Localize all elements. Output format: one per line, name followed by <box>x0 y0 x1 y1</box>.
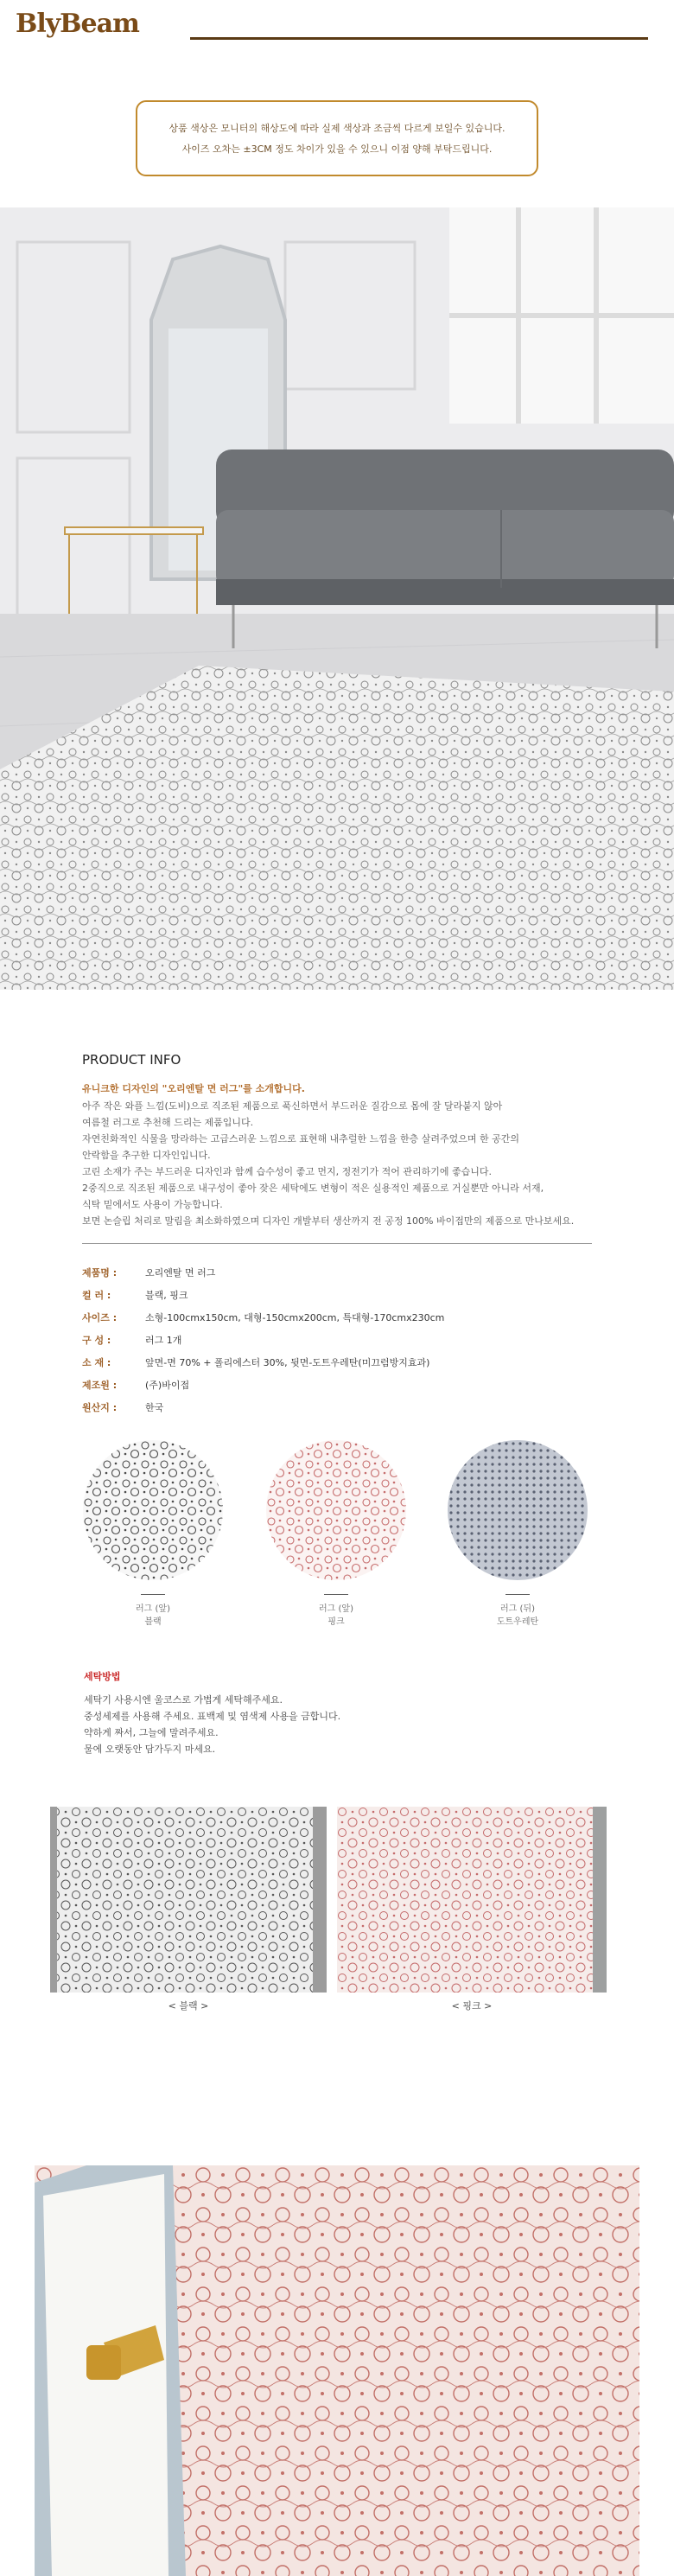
description-line: 자연친화적인 식물을 망라하는 고급스러운 느낌으로 표현해 내추럴한 느낌을 한층 살려주었으며 한 공간의 <box>82 1133 520 1145</box>
swatch-pink-front <box>266 1440 406 1580</box>
swatch-caption-color: 핑크 <box>327 1617 345 1627</box>
black-caption: < 블랙 > <box>168 2000 209 2012</box>
spec-value-contents: 러그 1개 <box>145 1335 182 1346</box>
pink-caption: < 핑크 > <box>451 2000 493 2012</box>
black-rug-photo <box>50 1807 327 1993</box>
closeup-rug-photo <box>35 2165 639 2576</box>
spec-label-size: 사이즈 : <box>82 1312 118 1323</box>
spec-value-material: 앞면-면 70% + 폴리에스터 30%, 뒷면-도트우레탄(미끄럼방지효과) <box>145 1357 430 1368</box>
header-divider <box>190 37 648 40</box>
description-line: 안락함을 추구한 디자인입니다. <box>82 1150 211 1161</box>
notice-box <box>136 100 538 176</box>
notice-line-size: 사이즈 오차는 ±3CM 정도 차이가 있을 수 있으니 이점 양해 부탁드립니다. <box>181 143 493 155</box>
spec-value-name: 오리엔탈 면 러그 <box>145 1267 216 1278</box>
care-line: 약하게 짜서, 그늘에 말려주세요. <box>84 1727 219 1738</box>
swatch-caption-type: 러그 (뒤) <box>500 1604 535 1614</box>
care-title: 세탁방법 <box>84 1671 121 1682</box>
swatch-divider <box>506 1594 530 1595</box>
notice-line-color: 상품 색상은 모니터의 해상도에 따라 실제 색상과 조금씩 다르게 보일수 있습니다. <box>168 123 506 134</box>
spec-label-origin: 원산지 : <box>82 1402 118 1413</box>
spec-label-name: 제품명 : <box>82 1267 118 1278</box>
swatch-caption-type: 러그 (앞) <box>136 1604 170 1614</box>
description-line: 아주 작은 와플 느낌(도비)으로 직조된 제품으로 푹신하면서 부드러운 질감으로 몸에 잘 달라붙지 않아 <box>82 1100 503 1112</box>
swatch-caption-type: 러그 (앞) <box>319 1604 353 1614</box>
product-info-title: PRODUCT INFO <box>82 1052 181 1068</box>
room-photo <box>0 207 674 990</box>
swatch-caption-color: 도트우레탄 <box>496 1617 539 1627</box>
care-line: 세탁기 사용시엔 울코스로 가볍게 세탁해주세요. <box>84 1694 283 1706</box>
swatch-dot-back <box>448 1440 588 1580</box>
swatch-divider <box>141 1594 165 1595</box>
brand-logo: BlyBeam <box>16 9 139 39</box>
description-line: 식탁 밑에서도 사용이 가능합니다. <box>82 1199 223 1210</box>
spec-label-material: 소 재 : <box>82 1357 111 1368</box>
swatch-black-front <box>83 1440 223 1580</box>
description-line: 2중직으로 직조된 제품으로 내구성이 좋아 잦은 세탁에도 변형이 적은 실용적인 제품으로 거실뿐만 아니라 서재, <box>82 1183 544 1194</box>
spec-label-contents: 구 성 : <box>82 1335 111 1346</box>
swatch-caption-color: 블랙 <box>144 1617 162 1627</box>
spec-value-maker: (주)바이접 <box>145 1380 190 1391</box>
product-intro: 유니크한 디자인의 "오리엔탈 면 러그"를 소개합니다. <box>82 1083 305 1094</box>
spec-value-size: 소형-100cmx150cm, 대형-150cmx200cm, 특대형-170cmx230cm <box>145 1312 445 1323</box>
spec-label-color: 컬 러 : <box>82 1290 111 1301</box>
description-line: 여름철 러그로 추천해 드리는 제품입니다. <box>82 1117 254 1128</box>
pink-rug-photo <box>337 1807 607 1993</box>
spec-label-maker: 제조원 : <box>82 1380 118 1391</box>
swatch-divider <box>324 1594 348 1595</box>
section-divider <box>82 1243 592 1244</box>
care-line: 중성세제를 사용해 주세요. 표백제 및 염색제 사용을 금합니다. <box>84 1711 341 1722</box>
spec-value-origin: 한국 <box>145 1402 164 1413</box>
description-line: 고린 소재가 주는 부드러운 디자인과 함께 습수성이 좋고 먼지, 정전기가 적어 관리하기에 좋습니다. <box>82 1166 492 1177</box>
care-line: 물에 오랫동안 담가두지 마세요. <box>84 1744 216 1755</box>
description-line: 보면 논슬립 처리로 말림을 최소화하였으며 디자인 개발부터 생산까지 전 공정 100% 바이접만의 제품으로 만나보세요. <box>82 1215 575 1227</box>
spec-value-color: 블랙, 핑크 <box>145 1290 188 1301</box>
